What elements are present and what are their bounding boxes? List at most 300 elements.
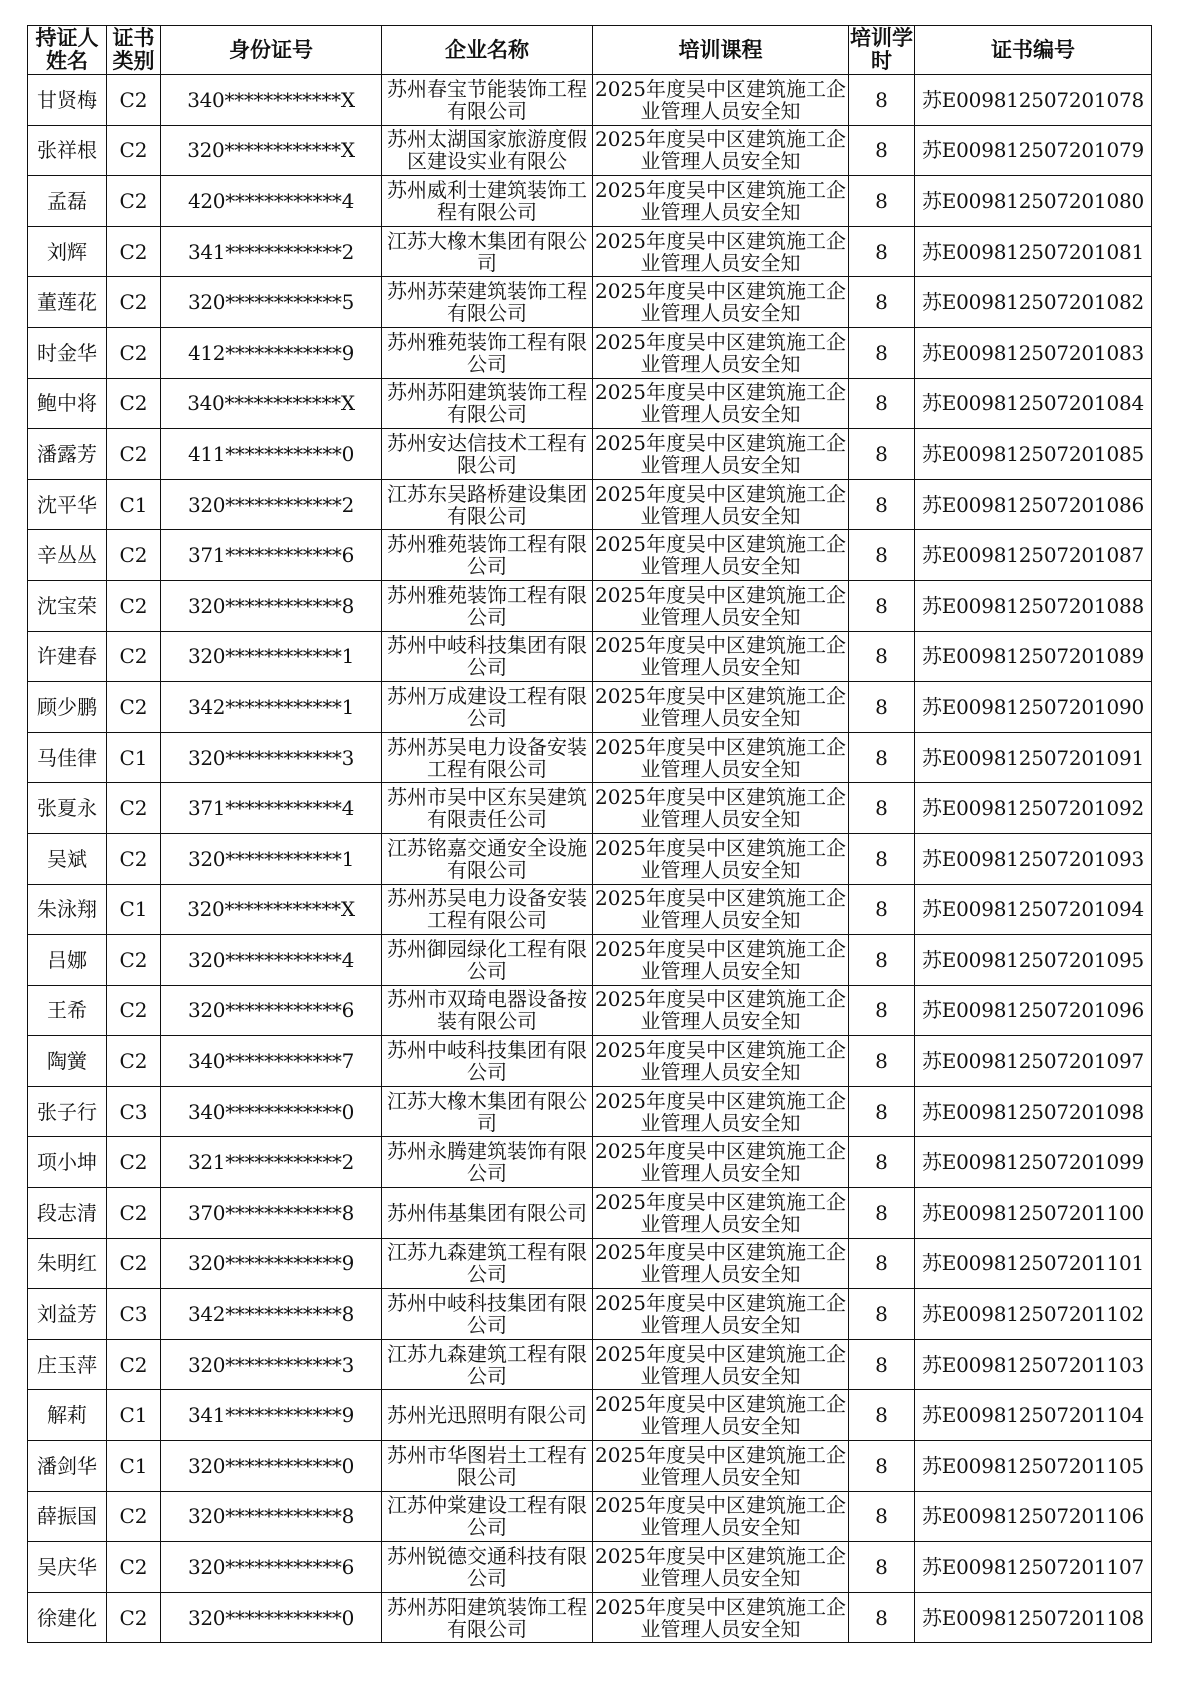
cert-number-cell: 苏E009812507201094 [915,884,1152,935]
holder-name-cell: 刘辉 [28,226,107,277]
cert-class-cell: C2 [107,985,161,1036]
company-cell-text: 苏州苏吴电力设备安装工程有限公司 [387,887,587,932]
holder-name-cell: 段志清 [28,1188,107,1239]
company-cell-text: 苏州市华图岩土工程有限公司 [387,1443,587,1488]
course-cell-text: 2025年度吴中区建筑施工企业管理人员安全知 [595,128,846,173]
cert-number-cell: 苏E009812507201083 [915,327,1152,378]
cert-class-cell: C2 [107,125,161,176]
table-row [28,1137,1152,1188]
cert-class-cell: C1 [107,732,161,783]
cert-class-cell: C1 [107,479,161,530]
table-row [28,935,1152,986]
holder-name-cell: 吕娜 [28,935,107,986]
holder-name-cell: 王希 [28,985,107,1036]
course-cell [593,429,849,480]
company-cell [382,1441,593,1492]
id-number-cell: 340************7 [161,1036,382,1087]
course-cell-text: 2025年度吴中区建筑施工企业管理人员安全知 [595,1545,846,1590]
cert-number-cell: 苏E009812507201097 [915,1036,1152,1087]
table-row [28,783,1152,834]
hours-cell: 8 [849,1542,915,1593]
table-row [28,479,1152,530]
table-row [28,277,1152,328]
id-number-cell: 320************8 [161,1491,382,1542]
company-cell-text: 苏州雅苑装饰工程有限公司 [387,583,587,628]
hours-cell: 8 [849,1137,915,1188]
id-number-cell: 320************2 [161,479,382,530]
header-course: 培训课程 [593,26,849,75]
company-cell [382,1036,593,1087]
id-number-cell: 340************X [161,75,382,126]
course-cell-text: 2025年度吴中区建筑施工企业管理人员安全知 [595,482,846,527]
company-cell [382,783,593,834]
holder-name-cell: 时金华 [28,327,107,378]
id-number-cell: 320************9 [161,1238,382,1289]
course-cell [593,833,849,884]
id-number-cell: 342************8 [161,1289,382,1340]
cert-number-cell: 苏E009812507201100 [915,1188,1152,1239]
hours-cell: 8 [849,530,915,581]
course-cell [593,1390,849,1441]
company-cell [382,1238,593,1289]
course-cell [593,682,849,733]
table-row [28,226,1152,277]
table-row [28,75,1152,126]
company-cell-text: 苏州苏荣建筑装饰工程有限公司 [387,280,587,325]
company-cell [382,429,593,480]
holder-name-cell: 辛丛丛 [28,530,107,581]
cert-class-cell: C2 [107,327,161,378]
holder-name-cell: 吴斌 [28,833,107,884]
cert-class-cell: C2 [107,935,161,986]
hours-cell: 8 [849,935,915,986]
table-row [28,1542,1152,1593]
id-number-cell: 320************0 [161,1592,382,1643]
cert-number-cell: 苏E009812507201081 [915,226,1152,277]
id-number-cell: 320************6 [161,985,382,1036]
company-cell [382,631,593,682]
course-cell [593,1491,849,1542]
company-cell [382,580,593,631]
company-cell [382,277,593,328]
course-cell-text: 2025年度吴中区建筑施工企业管理人员安全知 [595,280,846,325]
holder-name-cell: 马佳律 [28,732,107,783]
course-cell-text: 2025年度吴中区建筑施工企业管理人员安全知 [595,1089,846,1134]
cert-class-cell: C2 [107,783,161,834]
hours-cell: 8 [849,1238,915,1289]
course-cell [593,378,849,429]
table-row [28,1390,1152,1441]
company-cell [382,125,593,176]
holder-name-cell: 吴庆华 [28,1542,107,1593]
cert-number-cell: 苏E009812507201107 [915,1542,1152,1593]
hours-cell: 8 [849,1491,915,1542]
course-cell [593,327,849,378]
holder-name-cell: 庄玉萍 [28,1339,107,1390]
holder-name-cell: 陶黉 [28,1036,107,1087]
holder-name-cell: 张子行 [28,1086,107,1137]
course-cell-text: 2025年度吴中区建筑施工企业管理人员安全知 [595,988,846,1033]
holder-name-cell: 董莲花 [28,277,107,328]
cert-class-cell: C2 [107,429,161,480]
company-cell-text: 江苏大橡木集团有限公司 [387,1089,587,1134]
cert-class-cell: C2 [107,176,161,227]
table-row [28,327,1152,378]
company-cell [382,833,593,884]
course-cell-text: 2025年度吴中区建筑施工企业管理人员安全知 [595,1140,846,1185]
cert-number-cell: 苏E009812507201085 [915,429,1152,480]
hours-cell: 8 [849,125,915,176]
cert-number-cell: 苏E009812507201091 [915,732,1152,783]
id-number-cell: 320************4 [161,935,382,986]
course-cell-text: 2025年度吴中区建筑施工企业管理人员安全知 [595,77,846,122]
company-cell [382,1137,593,1188]
course-cell [593,75,849,126]
holder-name-cell: 鲍中将 [28,378,107,429]
table-header-row [28,26,1152,75]
hours-cell: 8 [849,1339,915,1390]
company-cell [382,1086,593,1137]
course-cell [593,176,849,227]
company-cell-text: 苏州雅苑装饰工程有限公司 [387,330,587,375]
table-row [28,1441,1152,1492]
company-cell-text: 江苏九森建筑工程有限公司 [387,1342,587,1387]
cert-number-cell: 苏E009812507201084 [915,378,1152,429]
course-cell-text: 2025年度吴中区建筑施工企业管理人员安全知 [595,684,846,729]
course-cell [593,1188,849,1239]
company-cell [382,479,593,530]
company-cell [382,1491,593,1542]
holder-name-cell: 张祥根 [28,125,107,176]
cert-number-cell: 苏E009812507201104 [915,1390,1152,1441]
id-number-cell: 320************1 [161,833,382,884]
course-cell [593,530,849,581]
id-number-cell: 320************X [161,884,382,935]
company-cell [382,1339,593,1390]
table-row [28,1086,1152,1137]
table-row [28,1188,1152,1239]
company-cell-text: 苏州安达信技术工程有限公司 [387,431,587,476]
cert-class-cell: C3 [107,1289,161,1340]
hours-cell: 8 [849,833,915,884]
table-row [28,682,1152,733]
course-cell-text: 2025年度吴中区建筑施工企业管理人员安全知 [595,786,846,831]
holder-name-cell: 沈平华 [28,479,107,530]
cert-class-cell: C2 [107,1339,161,1390]
course-cell-text: 2025年度吴中区建筑施工企业管理人员安全知 [595,1292,846,1337]
company-cell-text: 苏州伟基集团有限公司 [387,1201,587,1224]
company-cell [382,530,593,581]
document-page [27,25,1152,1643]
header-holder-name: 持证人姓名 [28,26,107,75]
cert-class-cell: C2 [107,226,161,277]
table-row [28,732,1152,783]
hours-cell: 8 [849,732,915,783]
cert-class-cell: C2 [107,75,161,126]
hours-cell: 8 [849,985,915,1036]
header-cert-class: 证书类别 [107,26,161,75]
id-number-cell: 320************X [161,125,382,176]
hours-cell: 8 [849,1188,915,1239]
company-cell [382,378,593,429]
holder-name-cell: 解莉 [28,1390,107,1441]
company-cell-text: 苏州永腾建筑装饰有限公司 [387,1140,587,1185]
cert-class-cell: C1 [107,1441,161,1492]
cert-class-cell: C2 [107,1491,161,1542]
holder-name-cell: 朱泳翔 [28,884,107,935]
company-cell [382,1542,593,1593]
cert-class-cell: C1 [107,1390,161,1441]
id-number-cell: 411************0 [161,429,382,480]
company-cell-text: 苏州苏阳建筑装饰工程有限公司 [387,381,587,426]
id-number-cell: 340************0 [161,1086,382,1137]
cert-class-cell: C2 [107,1036,161,1087]
company-cell [382,935,593,986]
cert-number-cell: 苏E009812507201086 [915,479,1152,530]
id-number-cell: 342************1 [161,682,382,733]
hours-cell: 8 [849,1086,915,1137]
course-cell [593,226,849,277]
course-cell-text: 2025年度吴中区建筑施工企业管理人员安全知 [595,1342,846,1387]
cert-number-cell: 苏E009812507201090 [915,682,1152,733]
id-number-cell: 320************8 [161,580,382,631]
company-cell [382,682,593,733]
company-cell [382,985,593,1036]
course-cell-text: 2025年度吴中区建筑施工企业管理人员安全知 [595,178,846,223]
company-cell-text: 江苏大橡木集团有限公司 [387,229,587,274]
cert-class-cell: C2 [107,1137,161,1188]
cert-class-cell: C2 [107,1592,161,1643]
course-cell [593,1289,849,1340]
course-cell-text: 2025年度吴中区建筑施工企业管理人员安全知 [595,1443,846,1488]
table-row [28,378,1152,429]
course-cell-text: 2025年度吴中区建筑施工企业管理人员安全知 [595,431,846,476]
course-cell-text: 2025年度吴中区建筑施工企业管理人员安全知 [595,1494,846,1539]
holder-name-cell: 潘露芳 [28,429,107,480]
course-cell [593,1339,849,1390]
course-cell [593,1036,849,1087]
header-id-number: 身份证号 [161,26,382,75]
company-cell [382,1592,593,1643]
id-number-cell: 320************5 [161,277,382,328]
cert-number-cell: 苏E009812507201079 [915,125,1152,176]
course-cell [593,125,849,176]
cert-class-cell: C2 [107,277,161,328]
table-row [28,631,1152,682]
course-cell-text: 2025年度吴中区建筑施工企业管理人员安全知 [595,836,846,881]
course-cell-text: 2025年度吴中区建筑施工企业管理人员安全知 [595,735,846,780]
holder-name-cell: 潘剑华 [28,1441,107,1492]
holder-name-cell: 许建春 [28,631,107,682]
hours-cell: 8 [849,1036,915,1087]
company-cell-text: 江苏九森建筑工程有限公司 [387,1241,587,1286]
cert-class-cell: C2 [107,1542,161,1593]
cert-class-cell: C2 [107,378,161,429]
cert-class-cell: C2 [107,530,161,581]
hours-cell: 8 [849,1390,915,1441]
table-row [28,1491,1152,1542]
id-number-cell: 412************9 [161,327,382,378]
id-number-cell: 320************3 [161,732,382,783]
id-number-cell: 370************8 [161,1188,382,1239]
table-row [28,429,1152,480]
hours-cell: 8 [849,884,915,935]
company-cell-text: 苏州市吴中区东吴建筑有限责任公司 [387,786,587,831]
company-cell [382,1289,593,1340]
course-cell [593,479,849,530]
table-row [28,176,1152,227]
cert-number-cell: 苏E009812507201080 [915,176,1152,227]
table-row [28,833,1152,884]
company-cell-text: 苏州万成建设工程有限公司 [387,684,587,729]
company-cell-text: 苏州雅苑装饰工程有限公司 [387,533,587,578]
company-cell-text: 苏州威利士建筑装饰工程有限公司 [387,178,587,223]
hours-cell: 8 [849,75,915,126]
course-cell-text: 2025年度吴中区建筑施工企业管理人员安全知 [595,583,846,628]
cert-class-cell: C2 [107,580,161,631]
cert-number-cell: 苏E009812507201106 [915,1491,1152,1542]
id-number-cell: 321************2 [161,1137,382,1188]
course-cell [593,1592,849,1643]
cert-number-cell: 苏E009812507201096 [915,985,1152,1036]
hours-cell: 8 [849,1441,915,1492]
course-cell-text: 2025年度吴中区建筑施工企业管理人员安全知 [595,1595,846,1640]
header-hours: 培训学时 [850,26,913,73]
company-cell-text: 苏州光迅照明有限公司 [387,1404,587,1427]
course-cell [593,1542,849,1593]
holder-name-cell: 顾少鹏 [28,682,107,733]
course-cell [593,935,849,986]
company-cell-text: 苏州市双琦电器设备按装有限公司 [387,988,587,1033]
company-cell [382,1188,593,1239]
hours-cell: 8 [849,682,915,733]
course-cell [593,277,849,328]
id-number-cell: 320************6 [161,1542,382,1593]
table-row [28,1238,1152,1289]
hours-cell: 8 [849,1592,915,1643]
course-cell-text: 2025年度吴中区建筑施工企业管理人员安全知 [595,1241,846,1286]
id-number-cell: 341************2 [161,226,382,277]
hours-cell: 8 [849,429,915,480]
table-row [28,1592,1152,1643]
table-row [28,530,1152,581]
id-number-cell: 320************0 [161,1441,382,1492]
cert-number-cell: 苏E009812507201087 [915,530,1152,581]
hours-cell: 8 [849,783,915,834]
id-number-cell: 340************X [161,378,382,429]
company-cell [382,884,593,935]
cert-number-cell: 苏E009812507201103 [915,1339,1152,1390]
course-cell [593,884,849,935]
holder-name-cell: 徐建化 [28,1592,107,1643]
company-cell [382,176,593,227]
header-cert-number: 证书编号 [915,26,1152,75]
company-cell [382,1390,593,1441]
company-cell-text: 苏州苏阳建筑装饰工程有限公司 [387,1595,587,1640]
hours-cell: 8 [849,176,915,227]
id-number-cell: 341************9 [161,1390,382,1441]
course-cell-text: 2025年度吴中区建筑施工企业管理人员安全知 [595,229,846,274]
company-cell-text: 苏州太湖国家旅游度假区建设实业有限公 [387,128,587,173]
table-row [28,125,1152,176]
id-number-cell: 371************4 [161,783,382,834]
hours-cell: 8 [849,226,915,277]
holder-name-cell: 刘益芳 [28,1289,107,1340]
cert-number-cell: 苏E009812507201101 [915,1238,1152,1289]
course-cell [593,1137,849,1188]
holder-name-cell: 甘贤梅 [28,75,107,126]
company-cell [382,327,593,378]
course-cell-text: 2025年度吴中区建筑施工企业管理人员安全知 [595,1393,846,1438]
table-row [28,985,1152,1036]
id-number-cell: 320************1 [161,631,382,682]
course-cell [593,732,849,783]
hours-cell: 8 [849,378,915,429]
holder-name-cell: 孟磊 [28,176,107,227]
header-company: 企业名称 [382,26,593,75]
hours-cell: 8 [849,327,915,378]
company-cell-text: 苏州春宝节能装饰工程有限公司 [387,77,587,122]
company-cell-text: 江苏东吴路桥建设集团有限公司 [387,482,587,527]
table-row [28,1339,1152,1390]
company-cell-text: 江苏仲棠建设工程有限公司 [387,1494,587,1539]
id-number-cell: 371************6 [161,530,382,581]
course-cell-text: 2025年度吴中区建筑施工企业管理人员安全知 [595,381,846,426]
course-cell-text: 2025年度吴中区建筑施工企业管理人员安全知 [595,887,846,932]
id-number-cell: 320************3 [161,1339,382,1390]
company-cell-text: 江苏铭嘉交通安全设施有限公司 [387,836,587,881]
course-cell [593,783,849,834]
company-cell [382,732,593,783]
cert-number-cell: 苏E009812507201092 [915,783,1152,834]
company-cell-text: 苏州锐德交通科技有限公司 [387,1545,587,1590]
table-row [28,884,1152,935]
holder-name-cell: 张夏永 [28,783,107,834]
cert-number-cell: 苏E009812507201095 [915,935,1152,986]
course-cell-text: 2025年度吴中区建筑施工企业管理人员安全知 [595,1039,846,1084]
hours-cell: 8 [849,277,915,328]
company-cell-text: 苏州御园绿化工程有限公司 [387,937,587,982]
hours-cell: 8 [849,631,915,682]
cert-class-cell: C2 [107,1238,161,1289]
course-cell [593,1086,849,1137]
course-cell [593,1238,849,1289]
holder-name-cell: 薛振国 [28,1491,107,1542]
cert-number-cell: 苏E009812507201102 [915,1289,1152,1340]
cert-class-cell: C2 [107,1188,161,1239]
table-row [28,580,1152,631]
table-body [28,75,1152,1643]
cert-number-cell: 苏E009812507201082 [915,277,1152,328]
company-cell-text: 苏州中岐科技集团有限公司 [387,634,587,679]
company-cell-text: 苏州中岐科技集团有限公司 [387,1039,587,1084]
course-cell-text: 2025年度吴中区建筑施工企业管理人员安全知 [595,533,846,578]
hours-cell: 8 [849,1289,915,1340]
hours-cell: 8 [849,580,915,631]
course-cell-text: 2025年度吴中区建筑施工企业管理人员安全知 [595,330,846,375]
cert-number-cell: 苏E009812507201093 [915,833,1152,884]
cert-class-cell: C2 [107,682,161,733]
certificate-roster-table [27,25,1152,1643]
holder-name-cell: 沈宝荣 [28,580,107,631]
company-cell [382,226,593,277]
cert-class-cell: C2 [107,631,161,682]
table-row [28,1289,1152,1340]
table-row [28,1036,1152,1087]
hours-cell: 8 [849,479,915,530]
cert-number-cell: 苏E009812507201105 [915,1441,1152,1492]
course-cell [593,580,849,631]
